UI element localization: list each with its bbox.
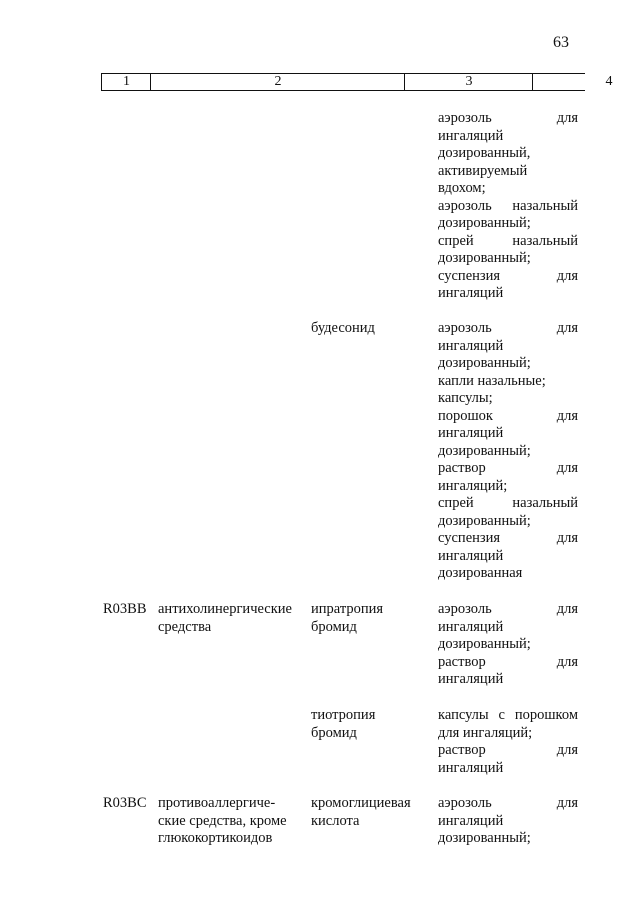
dosage-form-line: капли назальные; bbox=[438, 372, 546, 389]
atc-code-cell: R03BC bbox=[103, 795, 147, 811]
dosage-form-line: ингаляций bbox=[438, 759, 504, 776]
dosage-form-line: ингаляций bbox=[438, 285, 504, 301]
header-cell-1: 1 bbox=[101, 74, 151, 90]
dosage-form-line: дозированная bbox=[438, 565, 523, 581]
dosage-form-line: спрей назальный bbox=[438, 232, 578, 249]
dosage-form-line: дозированный; bbox=[438, 442, 531, 459]
drug-name-line: кислота bbox=[311, 812, 360, 829]
drug-name-line: тиотропия bbox=[311, 707, 376, 723]
dosage-form-line: ингаляций bbox=[438, 337, 504, 354]
drug-name-cell bbox=[311, 601, 431, 636]
dosage-form-line: раствор для bbox=[438, 460, 578, 476]
table-header-row bbox=[101, 73, 613, 91]
header-cell-2: 2 bbox=[150, 74, 405, 90]
dosage-form-line: суспензия для bbox=[438, 267, 578, 284]
dosage-form-line: дозированный; bbox=[438, 636, 531, 652]
drug-name-line: будесонид bbox=[311, 320, 375, 336]
dosage-form-line: активируемый bbox=[438, 162, 528, 179]
dosage-form-line: дозированный; bbox=[438, 830, 531, 846]
dosage-form-line: порошок для bbox=[438, 407, 578, 424]
atc-code-cell: R03BB bbox=[103, 601, 147, 617]
dosage-forms-cell bbox=[438, 110, 578, 303]
dosage-form-line: дозированный; bbox=[438, 250, 531, 266]
drug-name-line: ипратропия bbox=[311, 601, 384, 617]
group-name-line: средства bbox=[158, 618, 212, 635]
header-cell-3: 3 bbox=[404, 74, 533, 90]
group-name-line: противоаллергиче- bbox=[158, 795, 276, 811]
dosage-forms-cell bbox=[438, 707, 578, 777]
drug-name-line: бромид bbox=[311, 618, 357, 635]
dosage-form-line: ингаляций bbox=[438, 812, 504, 829]
dosage-form-line: ингаляций bbox=[438, 127, 504, 144]
dosage-form-line: дозированный; bbox=[438, 355, 531, 371]
dosage-form-line: ингаляций bbox=[438, 547, 504, 564]
dosage-forms-cell bbox=[438, 601, 578, 689]
dosage-form-line: ингаляций bbox=[438, 618, 504, 635]
dosage-form-line: дозированный, bbox=[438, 145, 531, 161]
group-name-line: ские средства, кроме bbox=[158, 812, 287, 829]
dosage-forms-cell bbox=[438, 320, 578, 583]
dosage-form-line: дозированный; bbox=[438, 215, 531, 231]
group-name-cell bbox=[158, 795, 303, 848]
dosage-form-line: для ингаляций; bbox=[438, 724, 533, 741]
drug-name-cell bbox=[311, 707, 431, 742]
dosage-form-line: дозированный; bbox=[438, 512, 531, 529]
drug-name-cell bbox=[311, 320, 431, 338]
page-number: 63 bbox=[553, 34, 569, 51]
dosage-form-line: ингаляций bbox=[438, 425, 504, 441]
dosage-form-line: аэрозоль для bbox=[438, 795, 578, 811]
header-cell-4: 4 bbox=[532, 74, 640, 90]
dosage-form-line: капсулы; bbox=[438, 390, 493, 406]
dosage-form-line: спрей назальный bbox=[438, 495, 578, 511]
dosage-form-line: суспензия для bbox=[438, 530, 578, 546]
dosage-form-line: аэрозоль для bbox=[438, 110, 578, 126]
drug-name-line: бромид bbox=[311, 724, 357, 741]
dosage-form-line: ингаляций; bbox=[438, 477, 508, 494]
dosage-form-line: раствор для bbox=[438, 653, 578, 670]
dosage-form-line: аэрозоль назальный bbox=[438, 197, 578, 214]
group-name-cell bbox=[158, 601, 303, 636]
dosage-form-line: раствор для bbox=[438, 742, 578, 758]
drug-name-cell bbox=[311, 795, 431, 830]
dosage-form-line: вдохом; bbox=[438, 180, 486, 196]
dosage-forms-cell bbox=[438, 795, 578, 848]
dosage-form-line: аэрозоль для bbox=[438, 320, 578, 336]
group-name-line: глюкокортикоидов bbox=[158, 830, 273, 846]
group-name-line: антихолинергические bbox=[158, 601, 292, 617]
dosage-form-line: капсулы с порошком bbox=[438, 707, 578, 723]
dosage-form-line: ингаляций bbox=[438, 671, 504, 687]
dosage-form-line: аэрозоль для bbox=[438, 601, 578, 617]
drug-name-line: кромоглициевая bbox=[311, 795, 411, 811]
